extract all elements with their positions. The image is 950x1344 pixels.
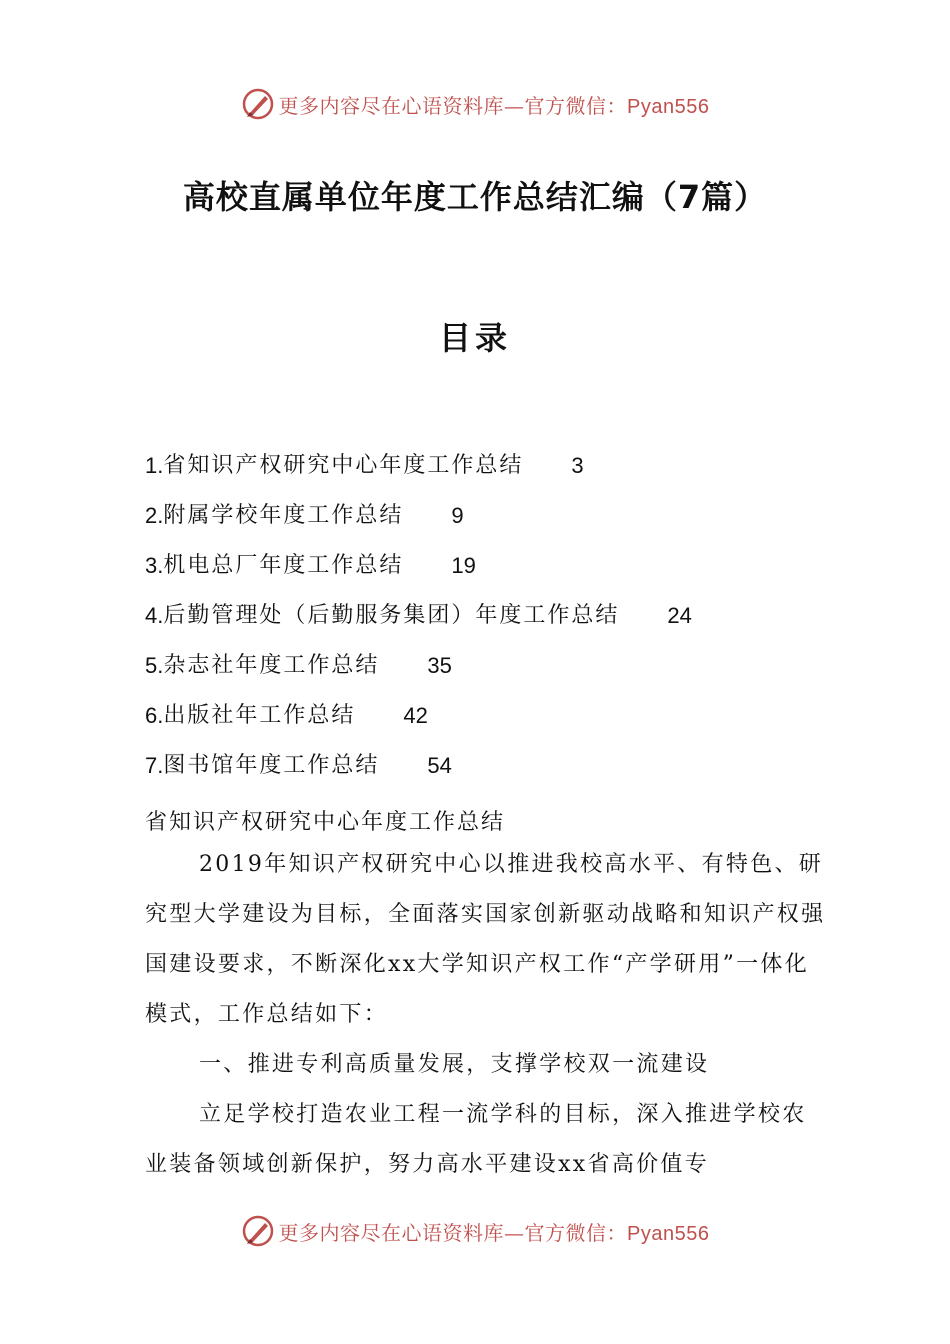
toc-item-page: 24 bbox=[667, 603, 692, 628]
watermark-banner-bottom bbox=[0, 1211, 950, 1251]
toc-item[interactable]: 2. 附属学校年度工作总结 9 bbox=[145, 498, 692, 548]
watermark-text: 更多内容尽在心语资料库—官方微信：Pyan556 bbox=[278, 1220, 710, 1245]
section-title: 省知识产权研究中心年度工作总结 bbox=[145, 810, 506, 835]
toc-heading: 目录 bbox=[438, 319, 511, 357]
toc-item[interactable]: 3. 机电总厂年度工作总结 19 bbox=[145, 548, 692, 598]
table-of-contents bbox=[145, 448, 692, 798]
pen-logo-icon bbox=[241, 87, 275, 121]
toc-item-page: 9 bbox=[451, 503, 464, 528]
toc-item[interactable]: 5. 杂志社年度工作总结 35 bbox=[145, 648, 692, 698]
toc-item-page: 42 bbox=[403, 703, 428, 728]
body-paragraph: 2019年知识产权研究中心以推进我校高水平、有特色、研究型大学建设为目标，全面落实国家创新驱动战略和知识产权强国建设要求，不断深化xx大学知识产权工作“产学研用”一体化模式，工作总结如下： bbox=[145, 852, 826, 1027]
watermark-text: 更多内容尽在心语资料库—官方微信：Pyan556 bbox=[278, 93, 710, 118]
toc-item-label: 机电总厂年度工作总结 bbox=[163, 553, 404, 578]
section-heading: 一、推进专利高质量发展，支撑学校双一流建设 bbox=[199, 1052, 710, 1077]
toc-item-label: 出版社年工作总结 bbox=[163, 703, 356, 728]
toc-item-label: 省知识产权研究中心年度工作总结 bbox=[163, 453, 524, 478]
toc-item-label: 后勤管理处（后勤服务集团）年度工作总结 bbox=[163, 603, 620, 628]
document-title: 高校直属单位年度工作总结汇编（7篇） bbox=[182, 178, 768, 216]
toc-item-label: 附属学校年度工作总结 bbox=[163, 503, 404, 528]
wechat-id: Pyan556 bbox=[627, 1222, 710, 1245]
toc-item-page: 3 bbox=[571, 453, 584, 478]
toc-item-page: 54 bbox=[427, 753, 452, 778]
toc-item-label: 图书馆年度工作总结 bbox=[163, 753, 380, 778]
toc-item-label: 杂志社年度工作总结 bbox=[163, 653, 380, 678]
wechat-id: Pyan556 bbox=[627, 95, 710, 118]
pen-logo-icon bbox=[241, 1214, 275, 1248]
watermark-banner-top bbox=[0, 84, 950, 124]
toc-item[interactable]: 6. 出版社年工作总结 42 bbox=[145, 698, 692, 748]
toc-item-page: 19 bbox=[451, 553, 476, 578]
toc-item-page: 35 bbox=[427, 653, 452, 678]
toc-item[interactable]: 7. 图书馆年度工作总结 54 bbox=[145, 748, 692, 798]
toc-item[interactable]: 1. 省知识产权研究中心年度工作总结 3 bbox=[145, 448, 692, 498]
toc-item[interactable]: 4. 后勤管理处（后勤服务集团）年度工作总结 24 bbox=[145, 598, 692, 648]
body-paragraph: 立足学校打造农业工程一流学科的目标，深入推进学校农业装备领域创新保护，努力高水平建设xx省高价值专 bbox=[145, 1102, 807, 1177]
